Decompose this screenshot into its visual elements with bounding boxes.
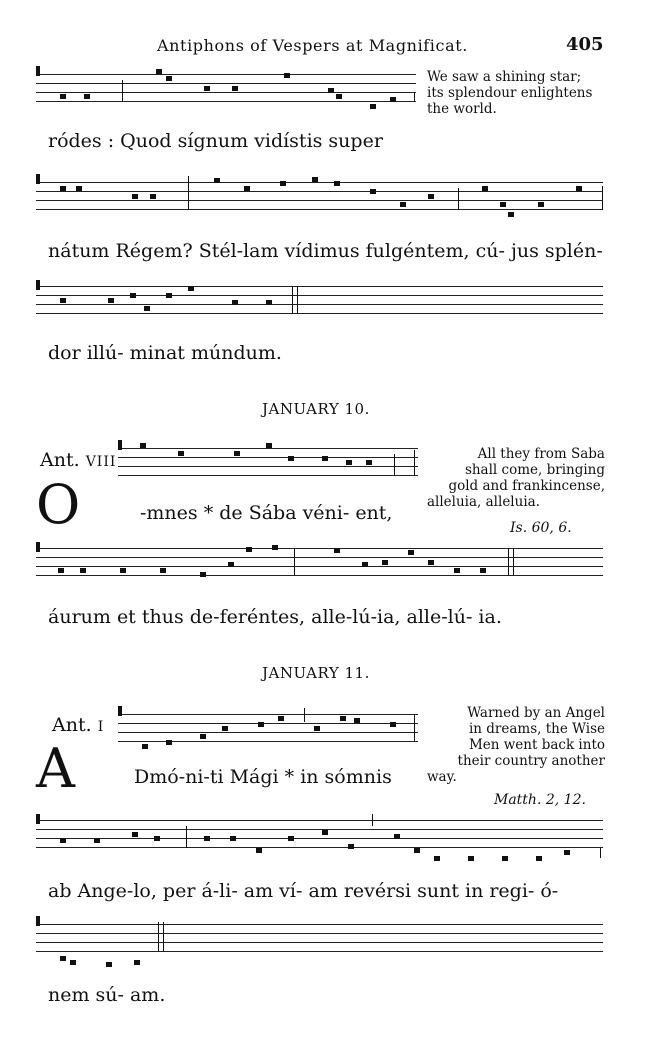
do-clef-icon — [36, 280, 40, 290]
music-staff-6 — [118, 706, 418, 742]
do-clef-icon — [36, 814, 40, 824]
music-staff-4 — [118, 440, 418, 476]
do-clef-icon — [36, 174, 40, 184]
section-heading-january-11: JANUARY 11. — [262, 664, 370, 682]
lyrics-line-january-11-a: ab Ange-lo, per á-li- am ví- am revérsi sunt in regi- ó- — [48, 880, 559, 902]
mode-label: Ant. I — [52, 714, 105, 736]
scripture-reference-january-10: Is. 60, 6. — [510, 520, 572, 536]
music-staff-7 — [36, 812, 603, 848]
music-staff-2 — [36, 174, 603, 210]
scripture-reference-january-11: Matth. 2, 12. — [494, 792, 586, 808]
do-clef-icon — [36, 66, 40, 76]
lyrics-line-2: nátum Régem? Stél-lam vídimus fulgéntem, cú- jus splén- — [48, 240, 603, 262]
mode-label: Ant. VIII — [40, 449, 117, 471]
music-staff-1 — [36, 66, 416, 102]
do-clef-icon — [36, 542, 40, 552]
do-clef-icon — [36, 916, 40, 926]
lyrics-line-1: ródes : Quod sígnum vidístis super — [48, 130, 383, 152]
drop-cap-initial-a: A — [36, 737, 75, 800]
first-line-january-10: -mnes * de Sába véni- ent, — [140, 502, 393, 524]
do-clef-icon — [118, 440, 122, 450]
music-staff-8 — [36, 916, 603, 952]
lyrics-line-january-10: áurum et thus de-feréntes, alle-lú-ia, alle-lú- ia. — [48, 606, 502, 628]
first-line-january-11: Dmó-ni-ti Mági * in sómnis — [134, 766, 392, 788]
section-heading-january-10: JANUARY 10. — [262, 400, 370, 418]
music-staff-3 — [36, 278, 603, 314]
drop-cap-initial-o: O — [36, 473, 81, 536]
music-staff-5 — [36, 540, 603, 576]
page-number: 405 — [566, 34, 604, 55]
running-header-title: Antiphons of Vespers at Magnificat. — [157, 36, 468, 55]
do-clef-icon — [118, 706, 122, 716]
translation-january-10: All they from Saba shall come, bringing gold and frankincense, alleluia, alleluia. — [427, 446, 605, 510]
translation-antiphon-1: We saw a shining star; its splendour enlightens the world. — [427, 69, 593, 117]
lyrics-line-3: dor illú- minat múndum. — [48, 342, 282, 364]
lyrics-line-january-11-b: nem sú- am. — [48, 984, 166, 1006]
translation-january-11: Warned by an Angel in dreams, the Wise Men went back into their country another way. — [427, 705, 605, 785]
